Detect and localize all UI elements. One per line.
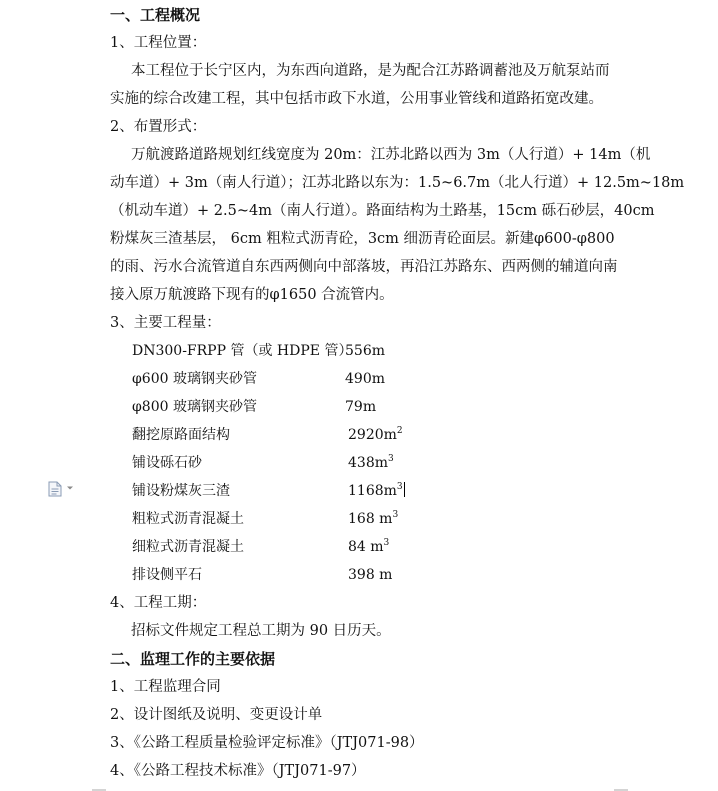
quantity-value: $2920m^2$: [348, 426, 403, 443]
quantity-value: 556m: [345, 343, 385, 359]
subheading-quantities: 3、主要工程量：: [110, 315, 221, 331]
quantity-row: [0, 425, 718, 445]
quantity-name: 细粒式沥青混凝土: [132, 539, 244, 555]
quantity-name: 铺设砾石砂: [132, 455, 202, 471]
paragraph-layout-line-3: （机动车道）+ 2.5~4m（南人行道）。路面结构为土路基，15cm 砾石砂层，40cm: [110, 203, 655, 219]
basis-item: 2、设计图纸及说明、变更设计单: [110, 707, 323, 723]
quantity-row: [0, 509, 718, 529]
section-1-heading: 一、工程概况: [110, 6, 201, 24]
basis-item: 1、工程监理合同: [110, 679, 221, 695]
quantity-row: [0, 453, 718, 473]
quantity-row: [0, 397, 718, 417]
basis-item: 3、《公路工程质量检验评定标准》（JTJ071-98）: [110, 735, 424, 751]
paragraph-layout-line-6: 接入原万航渡路下现有的φ1650 合流管内。: [110, 287, 394, 303]
quantity-row: [0, 369, 718, 389]
quantity-value: 84 $m^3$: [348, 538, 390, 555]
quantity-row: [0, 341, 718, 361]
quantity-row: [0, 481, 718, 501]
paragraph-location-line-1: 本工程位于长宁区内，为东西向道路，是为配合江苏路调蓄池及万航泵站而: [131, 63, 610, 79]
paragraph-layout-line-4: 粉煤灰三渣基层， 6cm 粗粒式沥青砼，3cm 细沥青砼面层。新建φ600-φ800: [110, 231, 615, 247]
subheading-location: 1、工程位置：: [110, 35, 207, 51]
paragraph-location-line-2: 实施的综合改建工程，其中包括市政下水道，公用事业管线和道路拓宽改建。: [110, 91, 603, 107]
quantity-name: φ600 玻璃钢夹砂管: [132, 371, 257, 387]
subheading-layout: 2、布置形式：: [110, 119, 207, 135]
quantity-value: 79m: [345, 399, 377, 415]
quantity-value: 490m: [345, 371, 385, 387]
paragraph-schedule: 招标文件规定工程总工期为 90 日历天。: [131, 623, 391, 639]
basis-item: 4、《公路工程技术标准》（JTJ071-97）: [110, 763, 366, 779]
quantity-name: 铺设粉煤灰三渣: [132, 483, 230, 499]
quantity-name: 粗粒式沥青混凝土: [132, 511, 244, 527]
text-cursor: [404, 482, 405, 497]
quantity-value: 398 m: [348, 567, 393, 583]
document-paste-options-icon[interactable]: [48, 481, 62, 497]
quantity-value: $1168m^3$: [348, 482, 403, 499]
quantity-name: φ800 玻璃钢夹砂管: [132, 399, 257, 415]
quantity-value: 168 $m^3$: [348, 510, 399, 527]
quantity-name: 翻挖原路面结构: [132, 427, 230, 443]
paragraph-layout-line-2: 动车道）+ 3m（南人行道）；江苏北路以东为：1.5~6.7m（北人行道）+ 12.5m~18m: [110, 175, 685, 191]
quantity-value: $438m^3$: [348, 454, 394, 471]
section-2-heading: 二、监理工作的主要依据: [110, 650, 276, 668]
quantity-name: 排设侧平石: [132, 567, 202, 583]
quantity-name: DN300-FRPP 管（或 HDPE 管）: [132, 343, 353, 359]
quantity-row: [0, 537, 718, 557]
quantity-row: [0, 565, 718, 585]
subheading-schedule: 4、工程工期：: [110, 595, 207, 611]
chevron-down-icon[interactable]: [66, 484, 74, 492]
paragraph-layout-line-1: 万航渡路道路规划红线宽度为 20m：江苏北路以西为 3m（人行道）+ 14m（机: [131, 147, 651, 163]
paragraph-layout-line-5: 的雨、污水合流管道自东西两侧向中部落坡，再沿江苏路东、西两侧的辅道向南: [110, 259, 618, 275]
